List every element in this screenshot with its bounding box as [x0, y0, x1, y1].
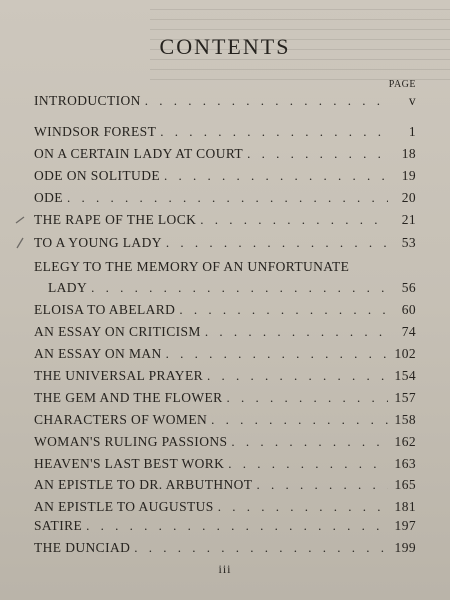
dot-leader [67, 190, 388, 206]
toc-entry [34, 499, 416, 515]
toc-entry-page: 60 [401, 302, 416, 317]
toc-entry [34, 368, 416, 384]
toc-entry [34, 302, 416, 318]
toc-entry-page: 19 [401, 168, 416, 183]
page-title: CONTENTS [159, 34, 291, 59]
dot-leader [227, 390, 388, 406]
dot-leader [231, 434, 388, 450]
toc-entry-title: THE DUNCIAD [34, 540, 131, 555]
toc-entry [34, 477, 416, 493]
toc-entry-title: CHARACTERS OF WOMEN [34, 412, 208, 427]
dot-leader [218, 499, 388, 515]
toc-entry-title: ELEGY TO THE MEMORY OF AN UNFORTUNATE [34, 259, 350, 274]
toc-entry-title: AN ESSAY ON CRITICISM [34, 324, 201, 339]
toc-entry-title-continued: LADY [48, 280, 88, 295]
toc-entry-page: 199 [394, 540, 416, 555]
dot-leader [228, 456, 388, 472]
toc-entry-title: INTRODUCTION [34, 93, 141, 108]
page-column-label: PAGE [388, 79, 416, 90]
dot-leader [256, 477, 388, 493]
toc-entry-title: SATIRE [34, 518, 83, 533]
toc-entry [34, 146, 416, 162]
toc-entry-page: 21 [401, 212, 416, 227]
toc-entry-title: ELOISA TO ABELARD [34, 302, 176, 317]
toc-entry [34, 390, 416, 406]
page-number: iii [218, 562, 232, 576]
dot-leader [91, 280, 388, 296]
dot-leader [166, 235, 388, 251]
dot-leader [179, 302, 388, 318]
toc-entry-page: 56 [401, 280, 416, 295]
dot-leader [247, 146, 388, 162]
toc-entry-title: TO A YOUNG LADY [34, 235, 162, 250]
toc-entry [34, 168, 416, 184]
toc-entry-page: 102 [394, 346, 416, 361]
toc-entry [34, 93, 416, 109]
toc-entry-title: AN EPISTLE TO DR. ARBUTHNOT [34, 477, 253, 492]
toc-entry-title: THE RAPE OF THE LOCK [34, 212, 197, 227]
toc-entry-page: 157 [394, 390, 416, 405]
toc-entry [34, 456, 416, 472]
dot-leader [200, 212, 388, 228]
toc-entry-page: 18 [401, 146, 416, 161]
dot-leader [145, 93, 388, 109]
toc-entry [34, 212, 416, 228]
toc-entry-title: THE UNIVERSAL PRAYER [34, 368, 204, 383]
toc-entry-title: THE GEM AND THE FLOWER [34, 390, 223, 405]
toc-entry-title: ODE ON SOLITUDE [34, 168, 160, 183]
toc-entry-page: 20 [401, 190, 416, 205]
toc-entry-page: 74 [401, 324, 416, 339]
dot-leader [166, 346, 388, 362]
toc-entry [48, 280, 416, 296]
toc-entry-title: AN ESSAY ON MAN [34, 346, 162, 361]
toc-entry [34, 324, 416, 340]
toc-entry-page: 154 [394, 368, 416, 383]
toc-entry-page: 197 [394, 518, 416, 533]
toc-entry-page: 158 [394, 412, 416, 427]
toc-entry-page: 165 [394, 477, 416, 492]
toc-entry [34, 346, 416, 362]
toc-entry [34, 190, 416, 206]
dot-leader [86, 518, 388, 534]
toc-entry-page: 162 [394, 434, 416, 449]
toc-entry-title: AN EPISTLE TO AUGUSTUS [34, 499, 214, 514]
pencil-mark-icon [14, 237, 26, 249]
toc-entry-title: ON A CERTAIN LADY AT COURT [34, 146, 244, 161]
toc-entry-title: HEAVEN'S LAST BEST WORK [34, 456, 225, 471]
dot-leader [164, 168, 388, 184]
toc-entry-title: WOMAN'S RULING PASSIONS [34, 434, 228, 449]
dot-leader [205, 324, 388, 340]
toc-entry [34, 124, 416, 140]
pencil-mark-icon [14, 214, 26, 226]
toc-entry-page: 163 [394, 456, 416, 471]
toc-entry-page: 1 [408, 124, 416, 139]
toc-entry [34, 518, 416, 534]
toc-entry-page: v [408, 93, 416, 108]
dot-leader [207, 368, 388, 384]
dot-leader [134, 540, 388, 556]
toc-entry-title: WINDSOR FOREST [34, 124, 157, 139]
dot-leader [160, 124, 388, 140]
toc-entry [34, 235, 416, 251]
toc-entry [34, 434, 416, 450]
toc-entry-title: ODE [34, 190, 63, 205]
toc-entry-page: 181 [394, 499, 416, 514]
toc-entry-page: 53 [401, 235, 416, 250]
toc-entry [34, 412, 416, 428]
toc-entry [34, 540, 416, 556]
dot-leader [211, 412, 388, 428]
